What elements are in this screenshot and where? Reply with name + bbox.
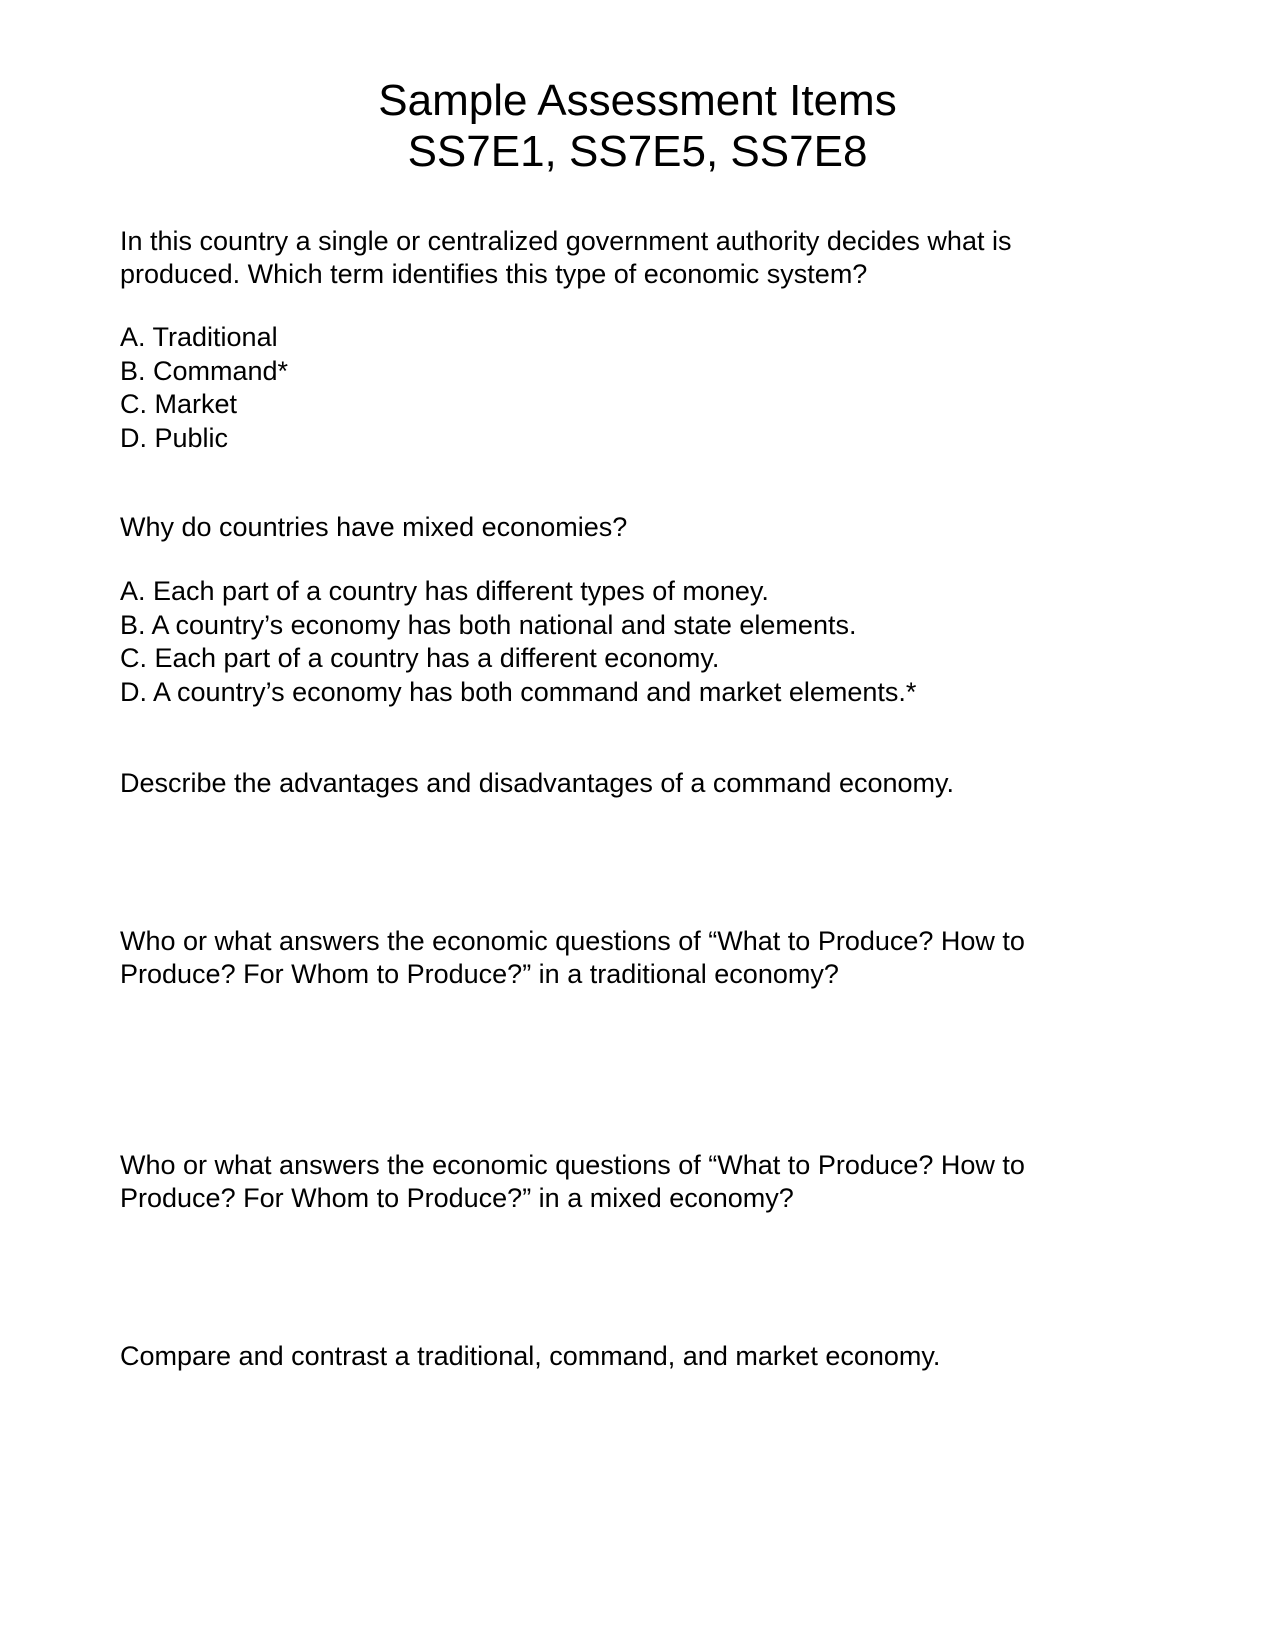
question-text-line: Describe the advantages and disadvantages of a command economy.	[120, 768, 955, 798]
question-text-line: Who or what answers the economic questions of “What to Produce? How to	[120, 926, 1025, 956]
question-2-options	[120, 575, 916, 709]
answer-option: D. Public	[120, 422, 229, 453]
question-text-line: Produce? For Whom to Produce?” in a mixed economy?	[120, 1183, 794, 1213]
question-text-line: Compare and contrast a traditional, command, and market economy.	[120, 1341, 941, 1371]
question-4-prompt	[120, 925, 1180, 991]
question-2-prompt	[120, 511, 1180, 544]
question-text-line: Why do countries have mixed economies?	[120, 512, 628, 542]
question-5-prompt	[120, 1149, 1180, 1215]
question-3-prompt	[120, 767, 1180, 800]
answer-option: A. Traditional	[120, 322, 278, 352]
question-1-options	[120, 321, 288, 455]
question-text-line: Who or what answers the economic questions of “What to Produce? How to	[120, 1150, 1025, 1180]
question-6-prompt	[120, 1340, 1180, 1373]
question-text-line: Produce? For Whom to Produce?” in a traditional economy?	[120, 959, 839, 989]
answer-option: A. Each part of a country has different types of money.	[120, 576, 769, 606]
answer-option: C. Each part of a country has a different economy.	[120, 643, 720, 673]
question-1-prompt	[120, 225, 1180, 291]
answer-option: B. A country’s economy has both national and state elements.	[120, 609, 857, 640]
answer-option: D. A country’s economy has both command and market elements.*	[120, 676, 917, 707]
answer-option: C. Market	[120, 389, 238, 419]
page-subtitle-standards: SS7E1, SS7E5, SS7E8	[407, 127, 868, 176]
question-text-line: produced. Which term identifies this type of economic system?	[120, 259, 868, 289]
page-title: Sample Assessment Items	[378, 76, 897, 125]
question-text-line: In this country a single or centralized government authority decides what is	[120, 226, 1012, 256]
answer-option: B. Command*	[120, 355, 289, 386]
